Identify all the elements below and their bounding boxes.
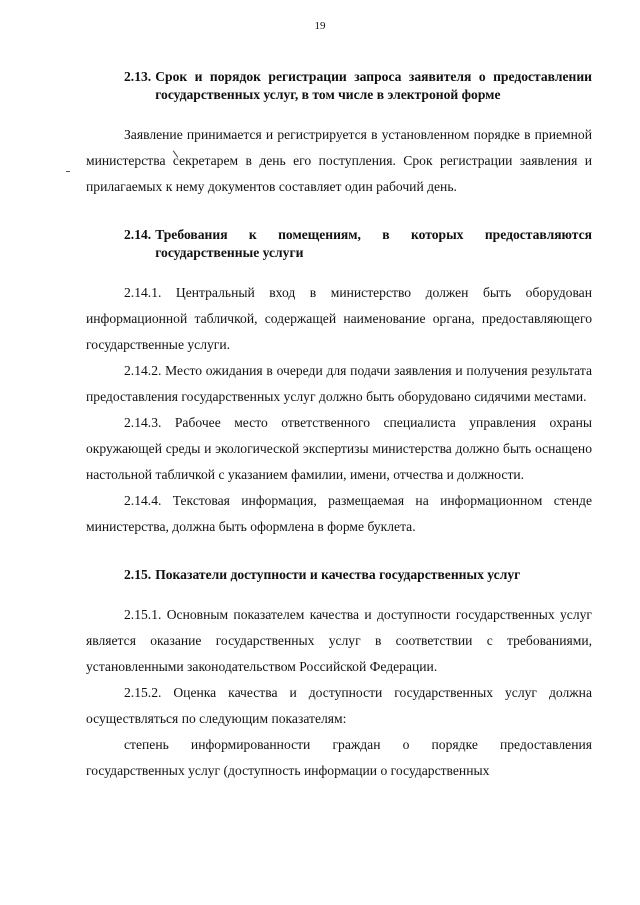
document-body: [86, 58, 592, 784]
page-number: 19: [314, 20, 326, 32]
section-number: 2.14.: [124, 227, 152, 242]
section-title: Срок и порядок регистрации запроса заявителя о предоставлении государственных услуг, в том числе в электроной форме: [155, 69, 592, 102]
section-heading: [86, 566, 592, 584]
section-title: Требования к помещениям, в которых предоставляются государственные услуги: [155, 227, 592, 260]
section-2-15: [86, 566, 592, 784]
section-number: 2.15.: [124, 567, 152, 582]
paragraph: 2.15.1. Основным показателем качества и доступности государственных услуг является оказание государственных услуг в соответствии с требованиями, установленными законодательством Российской Федерации.: [86, 607, 592, 674]
paragraph: 2.14.1. Центральный вход в министерство должен быть оборудован информационной табличкой, содержащей наименование органа, предоставляющего государственные услуги.: [86, 285, 592, 352]
paragraph: степень информированности граждан о порядке предоставления государственных услуг (доступность информации о государственных: [86, 737, 592, 778]
section-number: 2.13.: [124, 69, 152, 84]
paragraph: 2.14.2. Место ожидания в очереди для подачи заявления и получения результата предоставления государственных услуг должно быть оборудовано сидячими местами.: [86, 363, 592, 404]
paragraph: 2.15.2. Оценка качества и доступности государственных услуг должна осуществляться по следующим показателям:: [86, 685, 592, 726]
section-2-13: [86, 68, 592, 200]
section-heading: [86, 68, 592, 104]
paragraph: 2.14.3. Рабочее место ответственного специалиста управления охраны окружающей среды и экологической экспертизы министерства должно быть оснащено настольной табличкой с указанием фамилии, имени, отчества и должности.: [86, 415, 592, 482]
paragraph: 2.14.4. Текстовая информация, размещаемая на информационном стенде министерства, должна быть оформлена в форме буклета.: [86, 493, 592, 534]
section-heading: [86, 226, 592, 262]
paragraph: Заявление принимается и регистрируется в установленном порядке в приемной министерства секретарем в день его поступления. Срок регистрации заявления и прилагаемых к нему документов составляет один рабочий день.: [86, 127, 592, 194]
scan-artifact-mark: [66, 171, 70, 172]
section-title: Показатели доступности и качества государственных услуг: [155, 567, 521, 582]
section-2-14: [86, 226, 592, 540]
